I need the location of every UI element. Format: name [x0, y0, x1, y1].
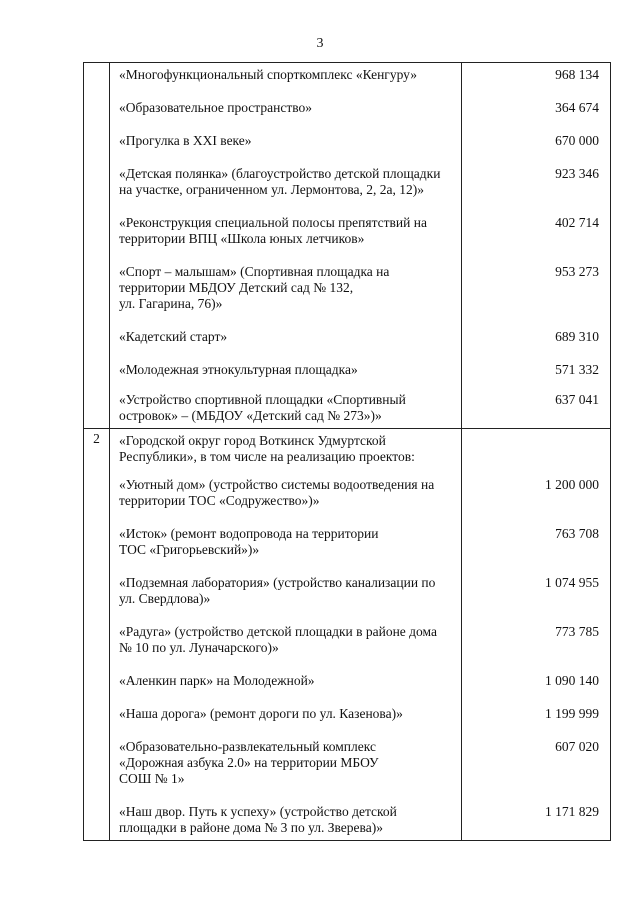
- project-name-cell: [110, 325, 462, 358]
- project-name-cell: [110, 260, 462, 325]
- table-row: [84, 162, 611, 211]
- row-number-cell: [84, 211, 110, 260]
- table-row: [84, 735, 611, 800]
- row-number-cell: [84, 325, 110, 358]
- project-name: «Спорт – малышам» (Спортивная площадка на территории МБДОУ Детский сад № 132, ул. Гагарина, 76)»: [119, 264, 390, 311]
- row-number-cell: [84, 129, 110, 162]
- row-number-cell: [84, 473, 110, 522]
- project-name-cell: [110, 429, 462, 474]
- project-name: «Аленкин парк» на Молодежной»: [119, 673, 315, 688]
- amount-value: 637 041: [555, 392, 599, 407]
- table-row: [84, 702, 611, 735]
- project-name-cell: [110, 800, 462, 841]
- project-name: «Уютный дом» (устройство системы водоотведения на территории ТОС «Содружество»)»: [119, 477, 435, 508]
- project-name-cell: [110, 620, 462, 669]
- project-name-cell: [110, 96, 462, 129]
- row-number-cell: [84, 358, 110, 388]
- project-name-cell: [110, 473, 462, 522]
- project-name-cell: [110, 522, 462, 571]
- amount-cell: [462, 429, 611, 474]
- table-row: [84, 522, 611, 571]
- table-row: [84, 63, 611, 97]
- project-name-cell: [110, 358, 462, 388]
- project-name: «Наша дорога» (ремонт дороги по ул. Казенова)»: [119, 706, 403, 721]
- amount-value: 1 171 829: [545, 804, 599, 819]
- amount-value: 773 785: [555, 624, 599, 639]
- project-name: «Молодежная этнокультурная площадка»: [119, 362, 358, 377]
- project-name-cell: [110, 129, 462, 162]
- amount-value: [462, 429, 599, 433]
- row-number-cell: 2: [84, 429, 110, 474]
- page-number: 3: [316, 36, 324, 51]
- amount-value: 1 074 955: [545, 575, 599, 590]
- table-row: [84, 571, 611, 620]
- table-row: [84, 429, 611, 474]
- project-name-cell: [110, 702, 462, 735]
- project-name-cell: [110, 735, 462, 800]
- table-row: [84, 260, 611, 325]
- amount-cell: [462, 571, 611, 620]
- row-number-cell: [84, 162, 110, 211]
- amount-cell: [462, 800, 611, 841]
- amount-cell: [462, 669, 611, 702]
- project-name-cell: [110, 571, 462, 620]
- table-row: [84, 473, 611, 522]
- row-number-cell: [84, 669, 110, 702]
- amount-cell: [462, 702, 611, 735]
- row-number-cell: [84, 620, 110, 669]
- amount-value: 364 674: [555, 100, 599, 115]
- amount-value: 402 714: [555, 215, 599, 230]
- table-row: [84, 800, 611, 841]
- project-name: «Реконструкция специальной полосы препятствий на территории ВПЦ «Школа юных летчиков»: [119, 215, 427, 246]
- amount-cell: [462, 260, 611, 325]
- table-row: [84, 669, 611, 702]
- row-number-cell: [84, 571, 110, 620]
- table-row: [84, 325, 611, 358]
- amount-cell: [462, 96, 611, 129]
- projects-table: [83, 62, 611, 841]
- table-row: [84, 129, 611, 162]
- amount-value: 571 332: [555, 362, 599, 377]
- project-name: «Устройство спортивной площадки «Спортивный островок» – (МБДОУ «Детский сад № 273»)»: [119, 392, 406, 423]
- amount-value: 1 199 999: [545, 706, 599, 721]
- project-name: «Исток» (ремонт водопровода на территории ТОС «Григорьевский»)»: [119, 526, 379, 557]
- amount-cell: [462, 358, 611, 388]
- amount-cell: [462, 129, 611, 162]
- project-name: «Детская полянка» (благоустройство детской площадки на участке, ограниченном ул. Лермонтова, 2, 2а, 12)»: [119, 166, 441, 197]
- project-name: «Радуга» (устройство детской площадки в районе дома № 10 по ул. Луначарского)»: [119, 624, 437, 655]
- amount-cell: [462, 325, 611, 358]
- row-number-cell: [84, 388, 110, 429]
- amount-value: 923 346: [555, 166, 599, 181]
- row-number-cell: [84, 800, 110, 841]
- amount-value: 1 090 140: [545, 673, 599, 688]
- amount-cell: [462, 388, 611, 429]
- amount-value: 953 273: [555, 264, 599, 279]
- amount-cell: [462, 473, 611, 522]
- project-name-cell: [110, 388, 462, 429]
- project-name: «Подземная лаборатория» (устройство канализации по ул. Свердлова)»: [119, 575, 436, 606]
- project-name: «Кадетский старт»: [119, 329, 228, 344]
- amount-cell: [462, 162, 611, 211]
- project-name: «Прогулка в XXI веке»: [119, 133, 252, 148]
- row-number-cell: [84, 735, 110, 800]
- row-number-cell: [84, 96, 110, 129]
- project-name: «Образовательное пространство»: [119, 100, 313, 115]
- project-name-cell: [110, 669, 462, 702]
- project-name-cell: [110, 162, 462, 211]
- row-number-cell: [84, 522, 110, 571]
- amount-cell: [462, 735, 611, 800]
- amount-value: 689 310: [555, 329, 599, 344]
- row-number-cell: [84, 63, 110, 97]
- amount-value: 1 200 000: [545, 477, 599, 492]
- project-name-cell: [110, 211, 462, 260]
- table-row: [84, 96, 611, 129]
- amount-cell: [462, 211, 611, 260]
- table-row: [84, 388, 611, 429]
- project-name: «Наш двор. Путь к успеху» (устройство детской площадки в районе дома № 3 по ул. Зверева)»: [119, 804, 397, 835]
- row-number-cell: [84, 260, 110, 325]
- amount-value: 968 134: [555, 67, 599, 82]
- amount-value: 607 020: [555, 739, 599, 754]
- table-row: [84, 620, 611, 669]
- project-name-cell: [110, 63, 462, 97]
- row-number-cell: [84, 702, 110, 735]
- projects-table-body: [84, 63, 611, 841]
- project-name: «Образовательно-развлекательный комплекс «Дорожная азбука 2.0» на территории МБОУ СОШ № 1»: [119, 739, 379, 786]
- amount-cell: [462, 620, 611, 669]
- amount-value: 670 000: [555, 133, 599, 148]
- table-row: [84, 211, 611, 260]
- project-name: «Многофункциональный спорткомплекс «Кенгуру»: [119, 67, 417, 82]
- amount-cell: [462, 522, 611, 571]
- table-row: [84, 358, 611, 388]
- project-name: «Городской округ город Воткинск Удмуртской Республики», в том числе на реализацию проектов:: [119, 433, 415, 464]
- amount-value: 763 708: [555, 526, 599, 541]
- amount-cell: [462, 63, 611, 97]
